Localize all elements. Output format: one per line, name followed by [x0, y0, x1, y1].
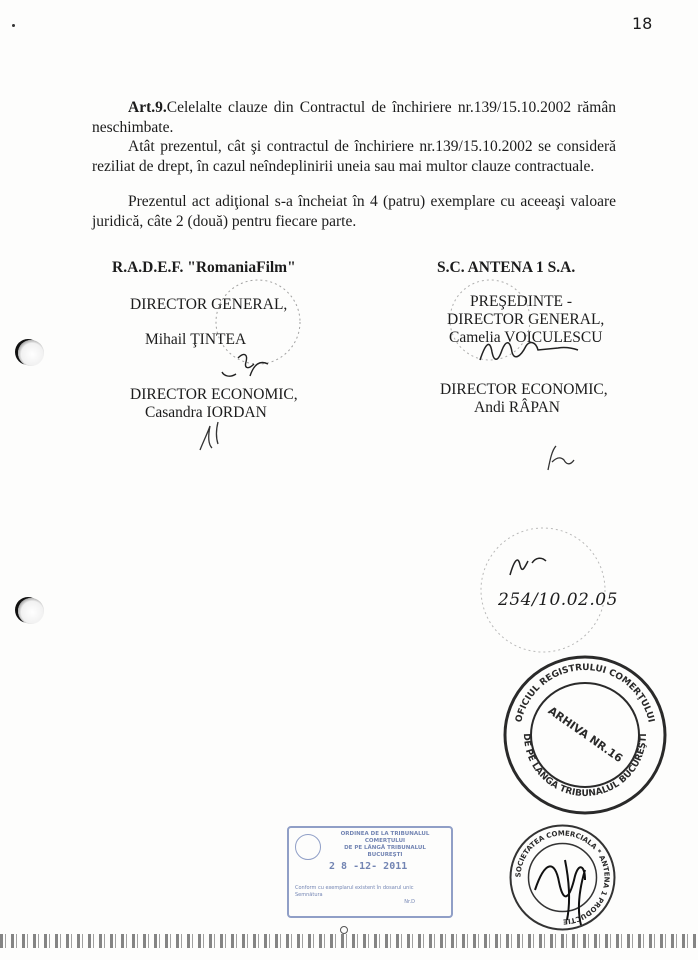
copies-paragraph: Prezentul act adiţional s-a încheiat în 4 (patru) exemplare cu aceeaşi valoare juridică, câte 2 (două) pentru fiecare parte. [92, 193, 616, 230]
scan-dot [340, 926, 348, 934]
company-stamp [505, 820, 620, 935]
company-stamp-text: SOCIETATEA COMERCIALA * ANTENA 1 PRODUCTIE [514, 829, 611, 926]
right-role-director-economic: DIRECTOR ECONOMIC, [440, 381, 608, 398]
signature-iordan [200, 422, 218, 450]
registry-stamp [500, 650, 670, 820]
left-person-director-economic: Casandra IORDAN [145, 404, 267, 421]
registry-stamp-top-text: OFICIUL REGISTRULUI COMERŢULUI [514, 662, 656, 724]
left-party-name: R.A.D.E.F. "RomaniaFilm" [112, 259, 296, 276]
note-scribble [510, 558, 546, 575]
faint-stamp-left [216, 280, 300, 364]
right-role-president: PREŞEDINTE - [470, 293, 573, 310]
registry-stamp-bottom-text: DE PE LÂNGĂ TRIBUNALUL BUCUREŞTI [520, 733, 650, 799]
signature-rapan [548, 446, 574, 470]
blue-stamp-line5: Semnătura [295, 892, 323, 898]
page-number: 18 [632, 14, 653, 33]
faint-stamp-right [450, 280, 530, 360]
handwritten-registration-number: 254/10.02.05 [498, 590, 618, 610]
blue-stamp-line1: ORDINEA DE LA TRIBUNALUL COMERŢULUI [340, 831, 430, 844]
blue-stamp-line6: Nr.D [404, 899, 415, 905]
article-9-text: Celelalte clauze din Contractul de închiriere nr.139/15.10.2002 rămân neschimbate. [92, 99, 616, 136]
blue-stamp-line4: Conform cu exemplarul existent în dosarul unic [295, 885, 414, 891]
signature-tintea-mark [222, 372, 236, 376]
signature-tintea [238, 355, 268, 376]
blue-stamp-certification [295, 885, 445, 906]
left-role-director-general: DIRECTOR GENERAL, [130, 296, 288, 313]
registry-stamp-center-text: ARHIVA NR.16 [545, 704, 625, 766]
blue-stamp-line2: DE PE LÂNGĂ TRIBUNALUL [344, 845, 426, 851]
article-9-label: Art.9. [128, 99, 167, 116]
left-role-director-economic: DIRECTOR ECONOMIC, [130, 386, 298, 403]
right-party-name: S.C. ANTENA 1 S.A. [437, 259, 576, 276]
blue-stamp-date: 2 8 -12- 2011 [329, 861, 408, 872]
blue-stamp-line3: BUCUREŞTI [367, 852, 403, 858]
right-person-president: Camelia VOICULESCU [449, 329, 603, 346]
left-person-director-general: Mihail ŢINTEA [145, 331, 247, 348]
right-person-director-economic: Andi RÂPAN [474, 399, 560, 416]
termination-paragraph: Atât prezentul, cât şi contractul de închiriere nr.139/15.10.2002 se consideră reziliat de drept, în cazul neîndeplinirii uneia sau mai multor clauze contractuale. [92, 138, 616, 175]
stamp-emblem-icon [295, 834, 321, 860]
scan-edge-noise [0, 934, 698, 948]
signature-voiculescu [480, 343, 578, 360]
blue-certification-stamp [287, 826, 453, 918]
right-role-director-general: DIRECTOR GENERAL, [447, 311, 605, 328]
